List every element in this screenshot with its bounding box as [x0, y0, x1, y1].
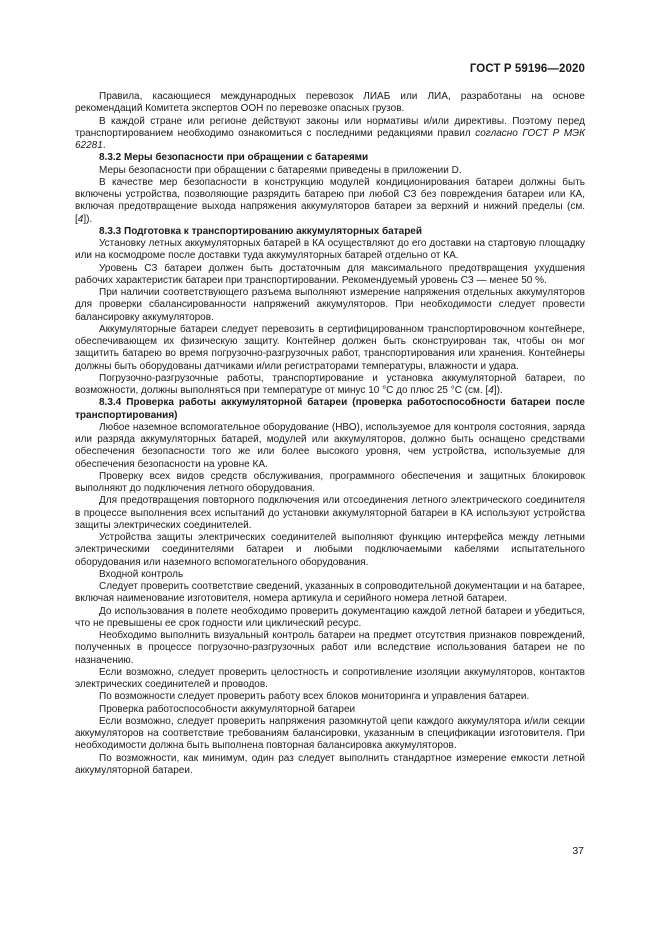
paragraph: По возможности, как минимум, один раз следует выполнить стандартное измерение емкости летной аккумуляторной батареи.	[75, 752, 585, 776]
page-number: 37	[572, 845, 584, 857]
paragraph: До использования в полете необходимо проверить документацию каждой летной батареи и убедиться, что не превышены ее срок годности или циклический ресурс.	[75, 605, 585, 629]
paragraph: Меры безопасности при обращении с батареями приведены в приложении D.	[99, 164, 462, 176]
paragraph: В каждой стране или регионе действуют законы или нормативы и/или директивы. Поэтому перед транспортированием необходимо ознакомиться с последними редакциями правил согласно ГОСТ Р МЭК 62281.	[75, 115, 585, 151]
paragraph: Установку летных аккумуляторных батарей в КА осуществляют до его доставки на стартовую площадку или на космодроме после доставки туда аккумуляторных батарей отдельно от КА.	[75, 238, 585, 262]
paragraph: Для предотвращения повторного подключения или отсоединения летного электрического соединителя в процессе выполнения всех испытаний до установки аккумуляторной батареи в КА используют устройства защиты электрических соединителей.	[75, 495, 585, 531]
paragraph: Если возможно, следует проверить напряжения разомкнутой цепи каждого аккумулятора и/или секции аккумуляторов на соответствие требованиям балансировки, указанным в спецификации изготовителя. При необходимости должна быть выполнена повторная балансировка аккумуляторов.	[75, 715, 585, 752]
paragraph: В качестве мер безопасности в конструкцию модулей кондиционирования батареи должны быть включены устройства, позволяющие разрядить батарею при любой СЗ без повреждения батареи или КА, включая предотвращение выхода напряжения аккумуляторов батареи за верхний и нижний пределы (см. [4]).	[75, 176, 585, 225]
paragraph: Уровень СЗ батареи должен быть достаточным для максимального предотвращения ухудшения рабочих характеристик батареи при транспортировании. Рекомендуемый уровень СЗ — менее 50 %.	[75, 262, 585, 286]
paragraph: Правила, касающиеся международных перевозок ЛИАБ или ЛИА, разработаны на основе рекомендаций Комитета экспертов ООН по перевозке опасных грузов.	[75, 91, 585, 115]
paragraph: Устройства защиты электрических соединителей выполняют функцию интерфейса между летными электрическими соединителями батареи и любыми подключаемыми кабелями испытательного оборудования или наземного вспомогательного оборудования.	[75, 532, 585, 568]
paragraph: Необходимо выполнить визуальный контроль батареи на предмет отсутствия признаков повреждений, полученных в процессе погрузочно-разгрузочных работ или вследствие использования батареи не по назначению.	[75, 630, 585, 666]
paragraph: При наличии соответствующего разъема выполняют измерение напряжения отдельных аккумуляторов для проверки сбалансированности напряжений аккумуляторов. При необходимости следует провести балансировку аккумуляторов.	[75, 287, 585, 323]
subheading-incoming-control: Входной контроль	[99, 568, 184, 580]
section-heading: 8.3.4 Проверка работы аккумуляторной батареи (проверка работоспособности батареи после транспортирования)	[75, 397, 585, 421]
paragraph: Аккумуляторные батареи следует перевозить в сертифицированном транспортировочном контейнере, обеспечивающем их физическую защиту. Контейнер должен быть сконструирован так, чтобы он мог защитить батарею во время погрузочно-разгрузочных работ, транспортирования или хранения. Контейнеры должны быть оборудованы датчиками и/или регистраторами температуры, влажности и удара.	[75, 323, 585, 372]
paragraph: Погрузочно-разгрузочные работы, транспортирование и установка аккумуляторной батареи, по возможности, должны выполняться при температуре от минус 10 °С до плюс 25 °С (см. [4]).	[75, 372, 585, 396]
document-header-id: ГОСТ Р 59196—2020	[469, 63, 585, 75]
paragraph: По возможности следует проверить работу всех блоков мониторинга и управления батареи.	[99, 691, 530, 703]
paragraph: Следует проверить соответствие сведений, указанных в сопроводительной документации и на батарее, включая наименование изготовителя, номера артикула и серийного номера летной батареи.	[75, 581, 585, 605]
paragraph: Проверку всех видов средств обслуживания, программного обеспечения и защитных блокировок выполняют до подключения летного оборудования.	[75, 470, 585, 494]
page-body	[75, 91, 585, 777]
section-heading: 8.3.3 Подготовка к транспортированию аккумуляторных батарей	[99, 225, 423, 237]
section-heading: 8.3.2 Меры безопасности при обращении с батареями	[99, 152, 369, 164]
paragraph: Если возможно, следует проверить целостность и сопротивление изоляции аккумуляторов, контактов электрических соединителей и проводов.	[75, 666, 585, 690]
subheading-battery-check: Проверка работоспособности аккумуляторной батареи	[99, 703, 356, 715]
paragraph: Любое наземное вспомогательное оборудование (НВО), используемое для контроля состояния, заряда или разряда аккумуляторных батарей, модулей или аккумуляторов, должно быть оснащено средствами обеспечения безопасности того же или более высокого уровня, чем устройства, используемые для обеспечения безопасности на уровне КА.	[75, 421, 585, 470]
